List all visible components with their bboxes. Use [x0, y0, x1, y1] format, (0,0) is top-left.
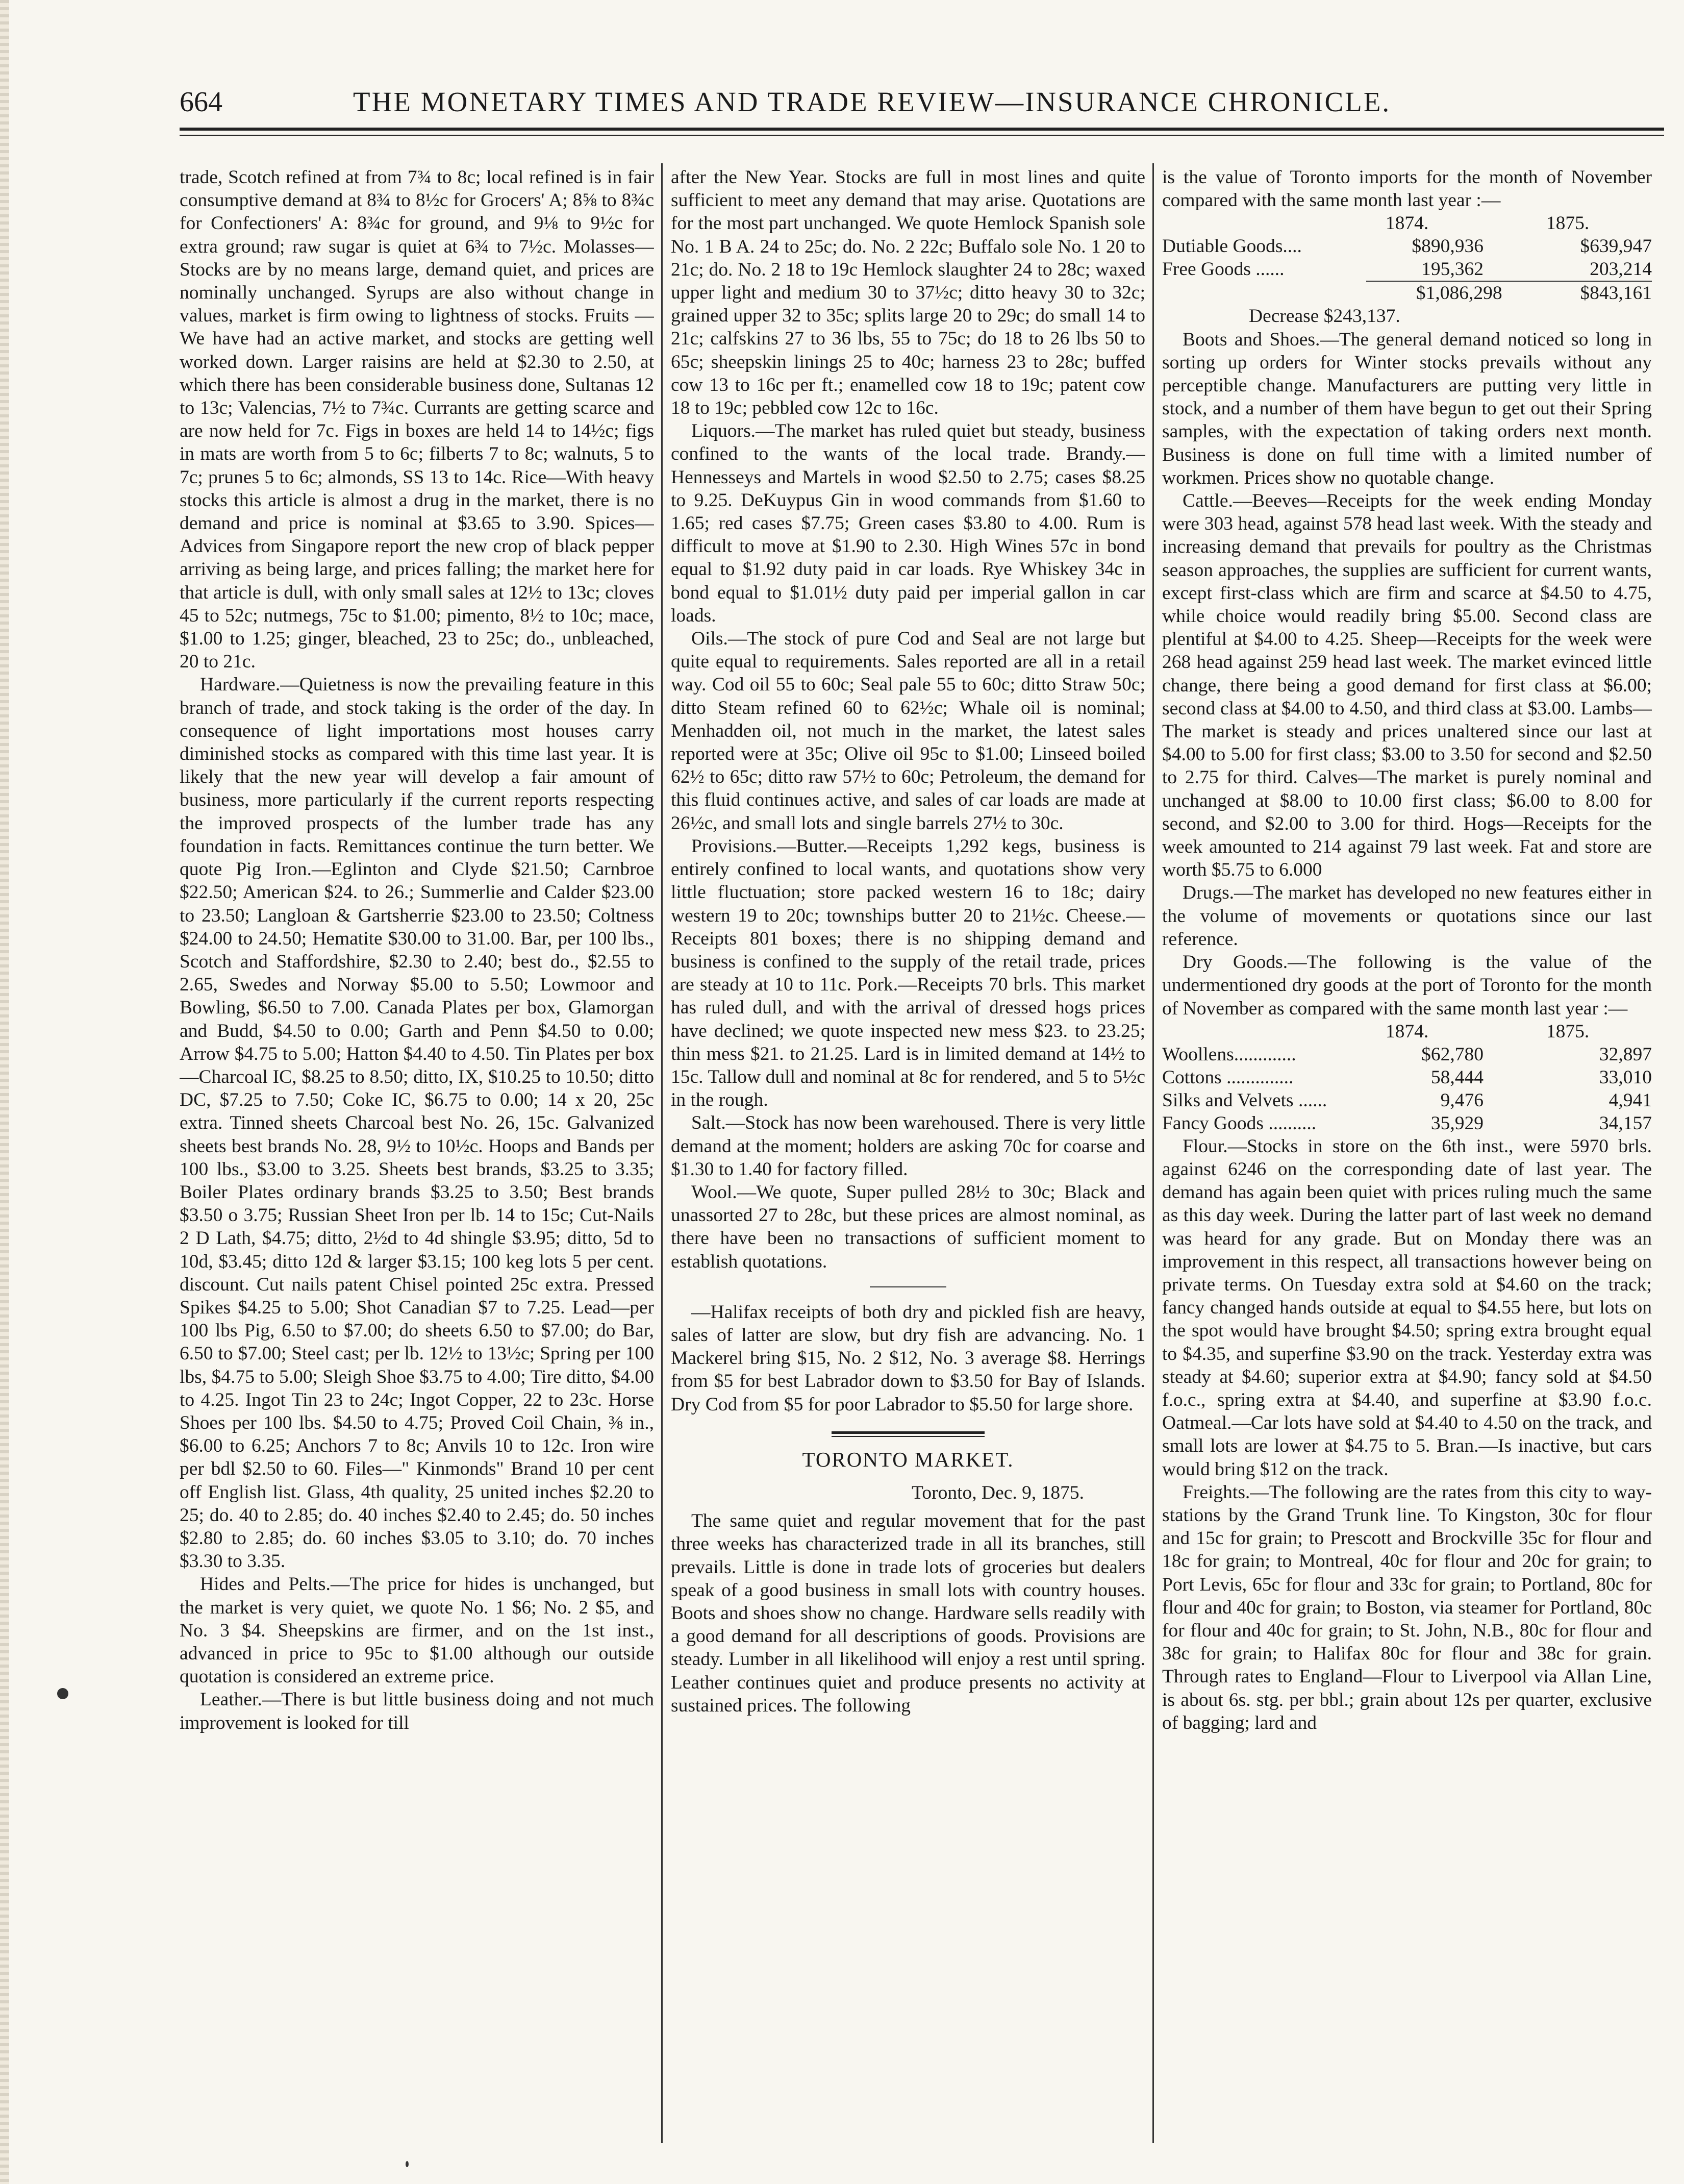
drugs-paragraph: Drugs.—The market has developed no new features either in the volume of movements or quotations since our last reference. — [1162, 882, 1652, 950]
row-value-1874: $890,936 — [1412, 236, 1484, 257]
page-binding-edge — [0, 0, 9, 2184]
row-label: Free Goods ...... — [1162, 259, 1285, 280]
salt-paragraph: Salt.—Stock has now been warehoused. There is very little demand at the moment; holders are asking 70c for coarse and $1.30 to 1.40 for factory filled. — [671, 1112, 1145, 1180]
dry-goods-year-1875: 1875. — [1546, 1021, 1590, 1042]
dry-goods-table-header — [1162, 1020, 1652, 1043]
column-3 — [1162, 166, 1652, 2151]
imports-table-header — [1162, 212, 1652, 235]
section-divider — [870, 1286, 946, 1287]
row-value-1875: 4,941 — [1608, 1089, 1652, 1111]
dry-goods-year-1874: 1874. — [1385, 1021, 1429, 1042]
header-rule-thin — [180, 135, 1664, 136]
market-rule-thin — [832, 1436, 985, 1437]
row-value-1874: 195,362 — [1421, 259, 1484, 280]
leather-paragraph: Leather.—There is but little business doing and not much improvement is looked for till — [180, 1689, 654, 1733]
dry-goods-table — [1162, 1020, 1652, 1135]
header-rule-thick — [180, 128, 1664, 131]
row-label: Fancy Goods .......... — [1162, 1112, 1317, 1134]
table-row — [1162, 1066, 1652, 1089]
ink-spot — [57, 1688, 68, 1699]
row-value-1874: 9,476 — [1440, 1089, 1484, 1111]
row-label: Dutiable Goods.... — [1162, 236, 1302, 257]
cattle-paragraph: Cattle.—Beeves—Receipts for the week ending Monday were 303 head, against 578 head last week. With the steady and increasing demand that prevails for poultry as the Christmas season approaches, the supplies are sufficient for current wants, except first-class which are firm and scarce at $4.50 to 4.75, while choice would readily bring $5.00. Second class are plentiful at $4.00 to 4.25. Sheep—Receipts for the week were 268 head against 259 head last week. The market evinced little change, there being a good demand for first class at $6.00; second class at $4.00 to 4.50, and third class at $3.00. Lambs—The market is steady and prices unaltered since our last at $4.00 to 5.00 for first class; $3.00 to 3.50 for second and $2.50 to 2.75 for third. Calves—The market is purely nominal and unchanged at $8.00 to 10.00 first class; $6.00 to 8.00 for second, and $2.00 to 3.00 for third. Hogs—Receipts for the week amounted to 214 against 79 last week. Fat and store are worth $5.75 to 6.000 — [1162, 490, 1652, 881]
column-2 — [671, 166, 1145, 2151]
row-value-1874: 58,444 — [1430, 1066, 1484, 1088]
wool-paragraph: Wool.—We quote, Super pulled 28½ to 30c; Black and unassorted 27 to 28c, but these prices are almost nominal, as there have been no transactions of sufficient moment to establish quotations. — [671, 1181, 1145, 1272]
imports-year-1875: 1875. — [1546, 213, 1590, 234]
imports-total-1874: $1,086,298 — [1416, 283, 1502, 304]
row-value-1875: 203,214 — [1590, 259, 1652, 280]
row-value-1875: 32,897 — [1599, 1044, 1652, 1065]
provisions-paragraph: Provisions.—Butter.—Receipts 1,292 kegs, business is entirely confined to local wants, and quotations show very little fluctuation; store packed western 16 to 18c; dairy western 19 to 20c; townships butter 20 to 21½c. Cheese.—Receipts 801 boxes; there is no shipping demand and business is confined to the supply of the retail trade, prices are steady at 10 to 11c. Pork.—Receipts 70 brls. This market has ruled dull, and with the arrival of dressed hogs prices have declined; we quote inspected new mess $23. to 23.25; thin mess $21. to 21.25. Lard is in limited demand at 14½ to 15c. Tallow dull and nominal at 8c for rendered, and 5 to 5½c in the rough. — [671, 835, 1145, 1111]
leather-continued-paragraph: after the New Year. Stocks are full in most lines and quite sufficient to meet any demand that may arise. Quotations are for the most part unchanged. We quote Hemlock Spanish sole No. 1 B A. 24 to 25c; do. No. 2 22c; Buffalo sole No. 1 20 to 21c; do. No. 2 18 to 19c Hemlock slaughter 24 to 28c; waxed upper light and medium 30 to 37½c; ditto heavy 30 to 32c; grained upper 32 to 35c; splits large 20 to 29c; do small 14 to 21c; calfskins 27 to 36 lbs, 55 to 75c; do 18 to 26 lbs 50 to 65c; sheepskin linings 25 to 40c; harness 23 to 28c; buffed cow 13 to 16c per ft.; enamelled cow 18 to 19c; patent cow 18 to 19c; pebbled cow 12c to 16c. — [671, 167, 1145, 419]
column-divider-2 — [1152, 163, 1154, 2143]
table-row — [1162, 1112, 1652, 1135]
dateline: Toronto, Dec. 9, 1875. — [912, 1482, 1084, 1503]
imports-decrease: Decrease $243,137. — [1249, 306, 1400, 327]
hides-pelts-paragraph: Hides and Pelts.—The price for hides is unchanged, but the market is very quiet, we quote No. 1 $6; No. 2 $5, and No. 3 $4. Sheepskins are firmer, and on the 1st inst., advanced in price to 95c to $1.00 although our outside quotation is considered an extreme price. — [180, 1574, 654, 1687]
boots-shoes-paragraph: Boots and Shoes.—The general demand noticed so long in sorting up orders for Winter stocks prevails without any perceptible change. Manufacturers are putting very little in stock, and a number of them have begun to get out their Spring samples, with the expectation of taking orders next month. Business is done on full time with a limited number of workmen. Prices show no quotable change. — [1162, 329, 1652, 488]
running-title: THE MONETARY TIMES AND TRADE REVIEW—INSURANCE CHRONICLE. — [353, 86, 1391, 117]
imports-total-row — [1366, 281, 1652, 305]
row-value-1874: $62,780 — [1421, 1044, 1484, 1065]
imports-year-1874: 1874. — [1385, 213, 1429, 234]
imports-total-1875: $843,161 — [1580, 283, 1652, 304]
row-value-1875: 33,010 — [1599, 1066, 1652, 1088]
oils-paragraph: Oils.—The stock of pure Cod and Seal are not large but quite equal to requirements. Sales reported are all in a retail way. Cod oil 55 to 60c; Seal pale 55 to 60c; ditto Straw 50c; ditto Steam refined 60 to 62½c; Whale oil is nominal; Menhadden oil, not much in the market, the latest sales reported were at 35c; Olive oil 95c to $1.00; Linseed boiled 62½ to 65c; ditto raw 57½ to 60c; Petroleum, the demand for this fluid continues active, and sales of car loads are made at 26½c, and small lots and single barrels 27½ to 30c. — [671, 628, 1145, 834]
dry-goods-paragraph: Dry Goods.—The following is the value of the undermentioned dry goods at the port of Toronto for the month of November as compared with the same month last year :— — [1162, 952, 1652, 1019]
column-divider-1 — [661, 163, 663, 2143]
table-row — [1162, 1043, 1652, 1066]
halifax-paragraph: —Halifax receipts of both dry and pickled fish are heavy, sales of latter are slow, but dry fish are advancing. No. 1 Mackerel bring $15, No. 2 $12, No. 3 average $8. Herrings from $5 for best Labrador down to $3.50 for Bay of Islands. Dry Cod from $5 for poor Labrador to $5.50 for large shore. — [671, 1301, 1145, 1415]
hardware-paragraph: Hardware.—Quietness is now the prevailing feature in this branch of trade, and stock taking is the order of the day. In consequence of light importations most houses carry diminished stocks as compared with this time last year. It is likely that the new year will develop a fair amount of business, more particularly if the current reports respecting the improved prospects of the lumber trade has any foundation in facts. Remittances continue the turn better. We quote Pig Iron.—Eglinton and Clyde $21.50; Carnbroe $22.50; American $24. to 26.; Summerlie and Calder $23.00 to 23.50; Langloan & Gartsherrie $23.00 to 23.50; Coltness $24.00 to 24.50; Hematite $30.00 to 31.00. Bar, per 100 lbs., Scotch and Staffordshire, $2.30 to 2.40; best do., $2.55 to 2.65, Swedes and Norway $5.00 to 5.50; Lowmoor and Bowling, $6.50 to 7.00. Canada Plates per box, Glamorgan and Budd, $4.50 to 0.00; Garth and Penn $4.50 to 0.00; Arrow $4.75 to 5.00; Hatton $4.40 to 4.50. Tin Plates per box—Charcoal IC, $8.25 to 8.50; ditto, IX, $10.25 to 10.50; ditto DC, $7.25 to 7.50; Coke IC, $6.75 to 0.00; 14 x 20, 25c extra. Tinned sheets Charcoal best No. 26, 15c. Galvanized sheets best brands No. 28, 9½ to 10½c. Hoops and Bands per 100 lbs., $3.00 to 3.25. Sheets best brands, $3.25 to 3.35; Boiler Plates ordinary brands $3.25 to 3.50; Best brands $3.50 o 3.75; Russian Sheet Iron per lb. 14 to 15c; Cut-Nails 2 D Lath, $4.75; ditto, 2½d to 4d shingle $3.95; ditto, 5d to 10d, $3.45; ditto 12d & larger $3.15; 100 keg lots 5 per cent. discount. Cut nails patent Chisel pointed 25c extra. Pressed Spikes $4.25 to 5.00; Shot Canadian $7 to 7.25. Lead—per 100 lbs Pig, 6.50 to $7.00; do sheets 6.50 to $7.00; do Bar, 6.50 to $7.00; Steel cast; per lb. 12½ to 13½c; Spring per 100 lbs, $4.75 to 5.00; Sleigh Shoe $3.75 to 4.00; Tire ditto, $4.00 to 4.25. Ingot Tin 23 to 24c; Ingot Copper, 22 to 23c. Horse Shoes per 100 lbs. $4.50 to 4.75; Proved Coil Chain, ⅜ in., $6.00 to 6.25; Anchors 7 to 8c; Anvils 10 to 12c. Iron wire per bdl $2.50 to 60. Files—" Kinmonds" Brand 10 per cent off English list. Glass, 4th quality, 25 united inches $2.20 to 25; do. 40 to 2.85; do. 40 inches $2.40 to 2.45; do. 50 inches $2.80 to 2.85; do. 60 inches $3.05 to 3.10; do. 70 inches $3.30 to 3.35. — [180, 674, 654, 1572]
toronto-market-heading: TORONTO MARKET. — [802, 1447, 1014, 1471]
table-row — [1162, 1089, 1652, 1112]
row-label: Woollens............. — [1162, 1044, 1296, 1065]
freights-paragraph: Freights.—The following are the rates from this city to way-stations by the Grand Trunk line. To Kingston, 30c for flour and 15c for grain; to Prescott and Brockville 35c for flour and 18c for grain; to Montreal, 40c for flour and 20c for grain; to Port Levis, 65c for flour and 33c for grain; to Portland, 80c for flour and 40c for grain; to Boston, via steamer for Portland, 80c for flour and 40c for grain; to St. John, N.B., 80c for flour and 38c for grain; to Halifax 80c for flour and 38c for grain. Through rates to England—Flour to Liverpool via Allan Line, is about 6s. stg. per bbl.; grain about 12s per quarter, exclusive of bagging; lard and — [1162, 1481, 1652, 1733]
imports-intro: is the value of Toronto imports for the month of November compared with the same month last year :— — [1162, 167, 1652, 211]
row-value-1875: $639,947 — [1580, 236, 1652, 257]
row-label: Silks and Velvets ...... — [1162, 1089, 1327, 1111]
page-header — [180, 86, 1557, 121]
imports-table — [1162, 212, 1652, 305]
flour-paragraph: Flour.—Stocks in store on the 6th inst., were 5970 brls. against 6246 on the corresponding date of last year. The demand has again been quiet with prices ruling much the same as this day week. During the latter part of last week no demand was heard for any grade. But on Monday there was an improvement in this respect, all transactions however being on private terms. On Tuesday extra sold at $4.60 on the track; fancy changed hands outside at equal to $4.55 here, but lots on the spot would have brought $4.50; spring extra brought equal to $4.35, and superfine $3.90 on the track. Yesterday extra was steady at $4.60; superior extra at $4.90; fancy sold at $4.50 f.o.c., spring extra at $4.40, and superfine at $3.90 f.o.c. Oatmeal.—Car lots have sold at $4.40 to 4.50 on the track, and small lots are lower at $4.75 to 5. Bran.—Is inactive, but cars would bring $12 on the track. — [1162, 1135, 1652, 1480]
liquors-paragraph: Liquors.—The market has ruled quiet but steady, business confined to the wants of the local trade. Brandy.—Hennesseys and Martels in wood $2.50 to 2.75; cases $8.25 to 9.25. DeKuypus Gin in wood commands from $1.60 to 1.65; red cases $7.75; Green cases $3.80 to 4.00. Rum is difficult to move at $1.90 to 2.30. High Wines 57c in bond equal to $1.92 duty paid in car loads. Rye Whiskey 34c in bond equal to $1.01½ duty paid per imperial gallon in car loads. — [671, 420, 1145, 626]
row-value-1875: 34,157 — [1599, 1112, 1652, 1134]
row-label: Cottons .............. — [1162, 1066, 1294, 1088]
groceries-paragraph: trade, Scotch refined at from 7¾ to 8c; local refined is in fair consumptive demand at 8¾ to 8½c for Grocers' A; 8⅝ to 8¾c for Confectioners' A: 8¾c for ground, and 9⅛ to 9½c for extra ground; raw sugar is quiet at 6¾ to 7½c. Molasses—Stocks are by no means large, demand quiet, and prices are nominally unchanged. Syrups are also without change in values, market is firm owing to lightness of stocks. Fruits —We have had an active market, and stocks are getting well worked down. Larger raisins are held at $2.30 to 2.50, at which there has been considerable business done, Sultanas 12 to 13c; Valencias, 7½ to 7¾c. Currants are getting scarce and are now held for 7c. Figs in boxes are held 14 to 14½c; figs in mats are worth from 5 to 6c; filberts 7 to 8c; walnuts, 5 to 7c; prunes 5 to 6c; almonds, SS 13 to 14c. Rice—With heavy stocks this article is almost a drug in the market, there is no demand and price is nominal at $3.65 to 3.90. Spices—Advices from Singapore report the new crop of black pepper arriving as being large, and prices falling; the market here for that article is dull, with only small sales at 12½ to 13c; cloves 45 to 52c; nutmegs, 75c to $1.00; pimento, 8½ to 10c; mace, $1.00 to 1.25; ginger, bleached, 23 to 25c; do., unbleached, 20 to 21c. — [180, 167, 654, 673]
toronto-market-paragraph: The same quiet and regular movement that for the past three weeks has characterized trade in all its branches, still prevails. Little is done in trade lots of groceries but dealers speak of a good business in small lots with country houses. Boots and shoes show no change. Hardware sells readily with a good demand for all descriptions of goods. Provisions are steady. Lumber in all likelihood will enjoy a rest until spring. Leather continues quiet and produce presents no activity at sustained prices. The following — [671, 1510, 1145, 1716]
page-number: 664 — [180, 86, 222, 118]
column-1 — [180, 166, 654, 2151]
market-rule-thick — [832, 1431, 985, 1434]
table-row — [1162, 258, 1652, 281]
ink-spot — [406, 2161, 409, 2167]
table-row — [1162, 235, 1652, 258]
row-value-1874: 35,929 — [1430, 1112, 1484, 1134]
